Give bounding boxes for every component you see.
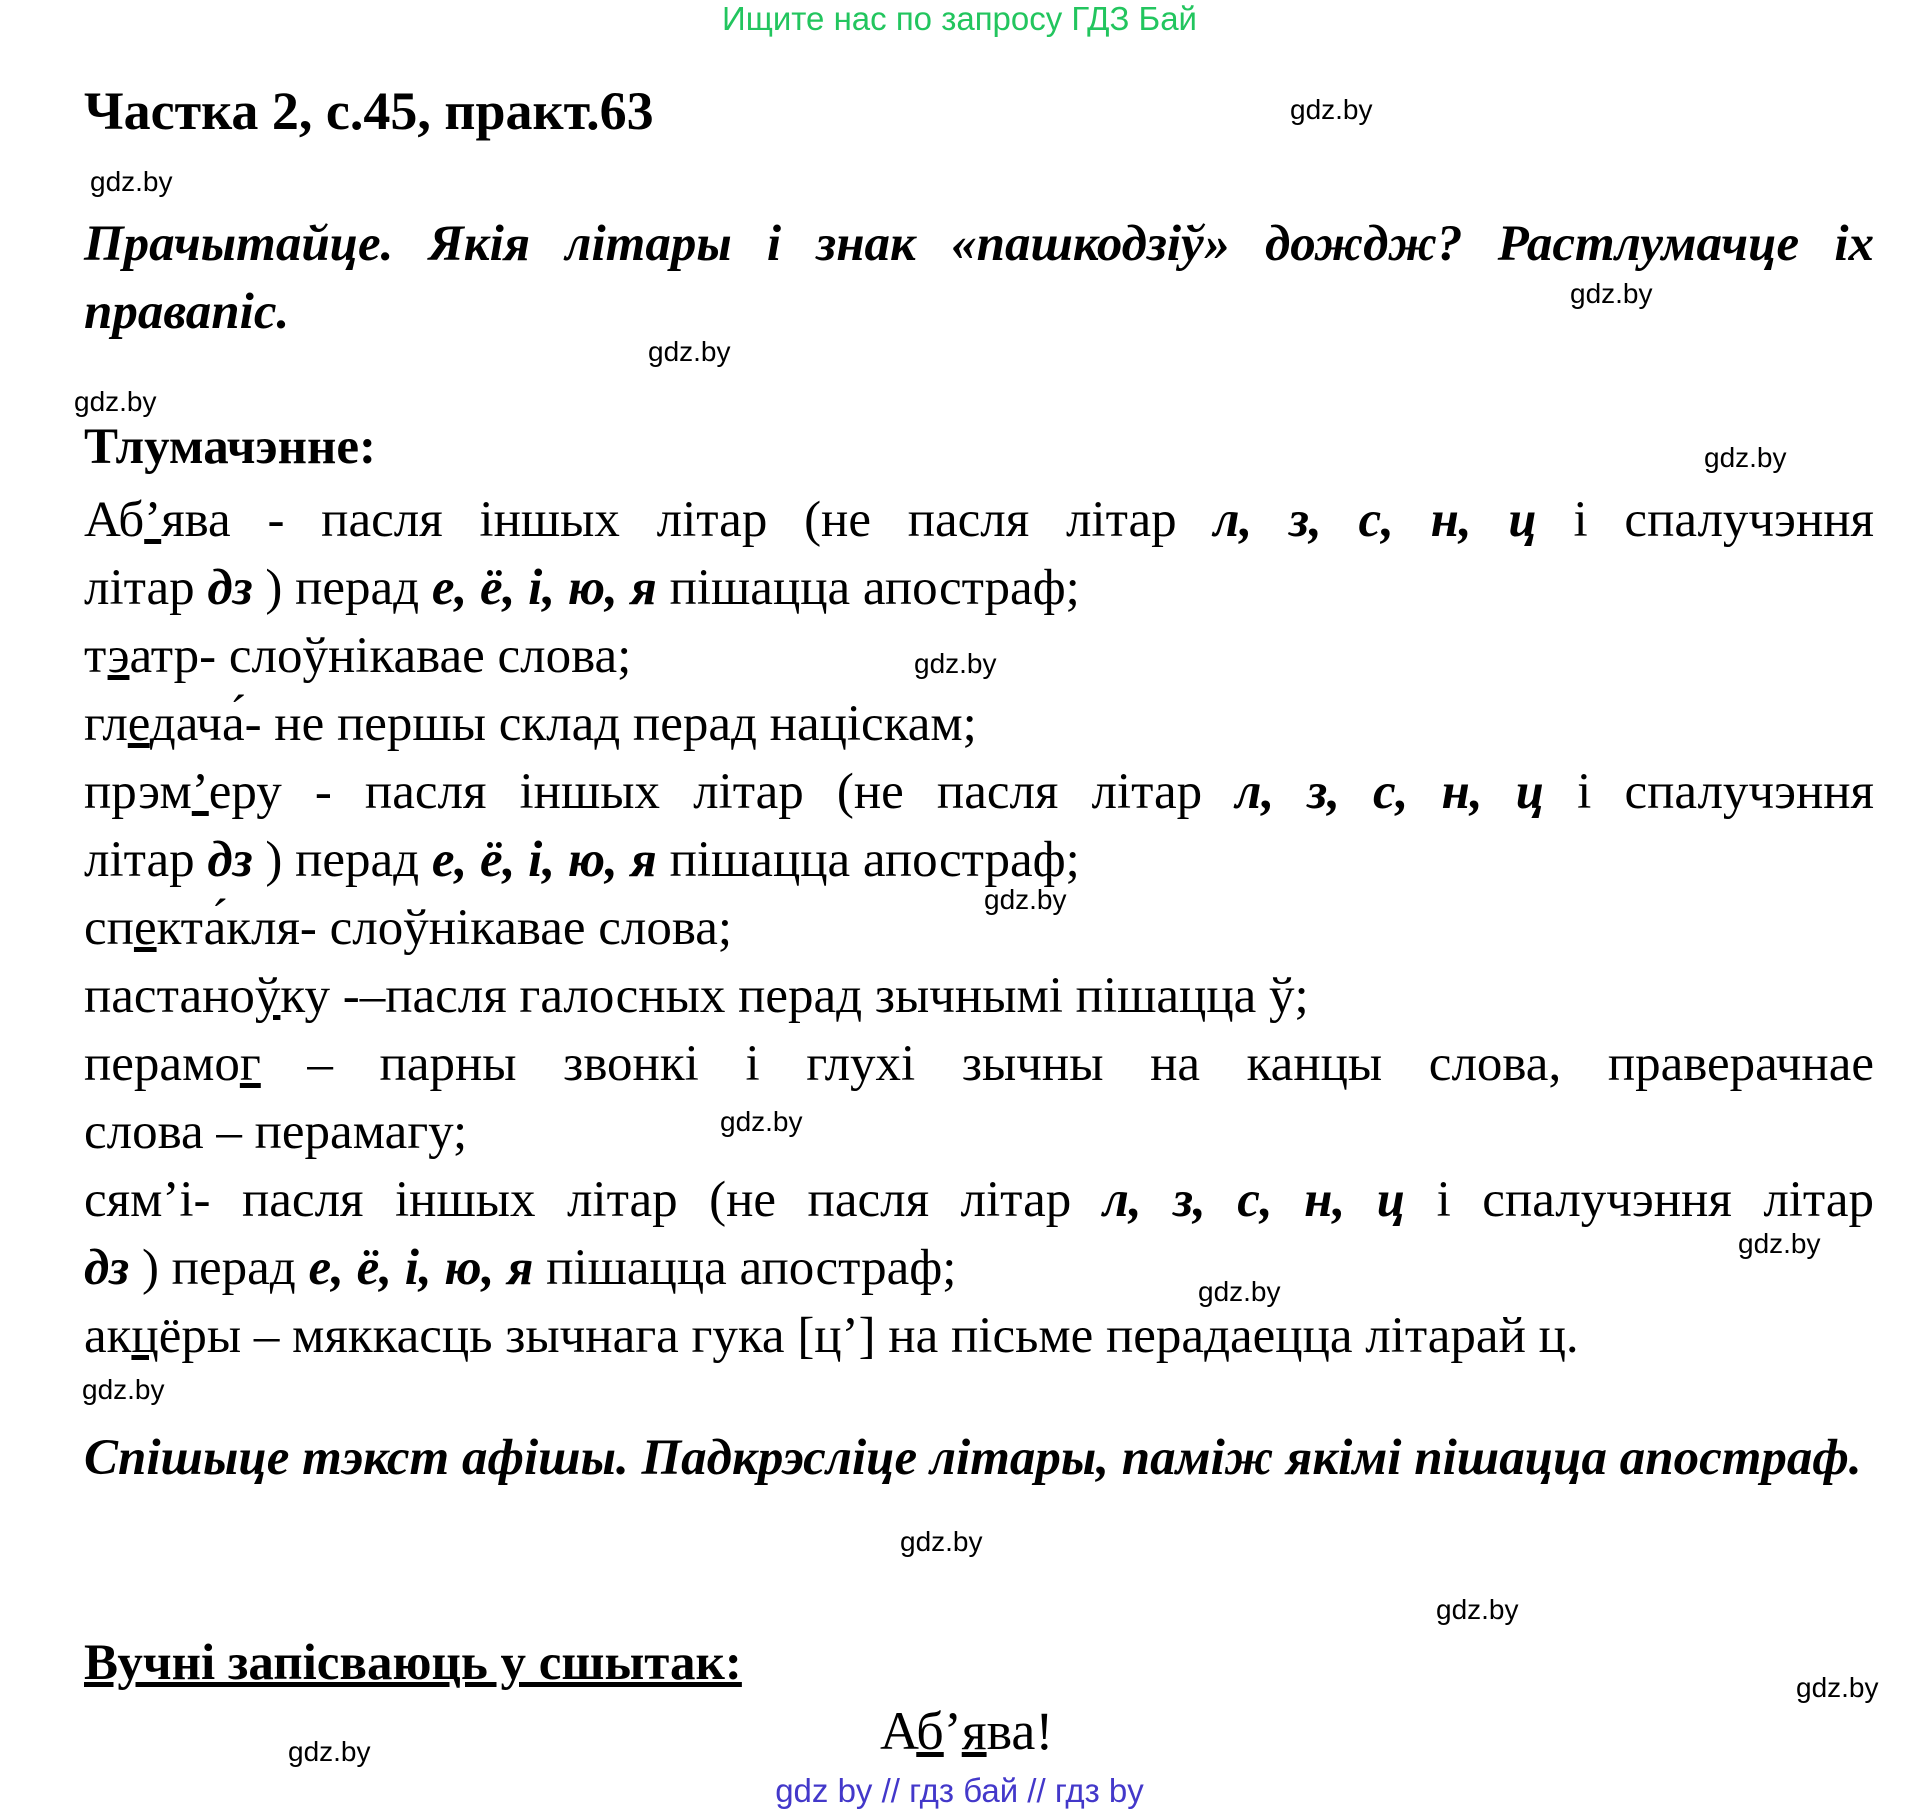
explanation-line: слова – перамагу; bbox=[84, 1104, 468, 1160]
watermark: gdz.by bbox=[1570, 278, 1653, 309]
task-instruction-2: Спішыце тэкст афішы. Падкрэсліце літары, паміж якімі пішацца апостраф. bbox=[84, 1430, 1862, 1486]
watermark: gdz.by bbox=[1290, 94, 1373, 125]
explanation-line: літар дз ) перад е, ё, і, ю, я пішацца апостраф; bbox=[84, 832, 1080, 888]
explanation-line: пастаноўку -–пасля галосных перад зычнымі пішацца ў; bbox=[84, 968, 1309, 1024]
explanation-line: спекта́кля- слоўнікавае слова; bbox=[84, 900, 733, 956]
footer-links[interactable]: gdz by // гдз бай // гдз by bbox=[775, 1772, 1144, 1809]
watermark: gdz.by bbox=[720, 1106, 803, 1137]
explanation-line: літар дз ) перад е, ё, і, ю, я пішацца апостраф; bbox=[84, 560, 1080, 616]
watermark: gdz.by bbox=[1436, 1594, 1519, 1625]
watermark: gdz.by bbox=[288, 1736, 371, 1767]
watermark: gdz.by bbox=[82, 1374, 165, 1405]
explanation-line: сям’і- пасля іншых літар (не пасля літар л, з, с, н, ц і спалучэння літар bbox=[84, 1172, 1874, 1228]
task-instruction-1: Прачытайце. Якія літары і знак «пашкодзіў» дождж? Растлумачце іх правапіс. bbox=[84, 216, 1874, 340]
explanation-line: Аб’ява - пасля іншых літар (не пасля літар л, з, с, н, ц і спалучэння bbox=[84, 492, 1874, 548]
watermark: gdz.by bbox=[1796, 1672, 1879, 1703]
watermark: gdz.by bbox=[1738, 1228, 1821, 1259]
explanation-line: акцёры – мяккасць зычнага гука [ц’] на пісьме перадаецца літарай ц. bbox=[84, 1308, 1579, 1364]
poster-text: Аб’ява! bbox=[880, 1701, 1054, 1761]
watermark: gdz.by bbox=[914, 648, 997, 679]
top-banner[interactable]: Ищите нас по запросу ГДЗ Бай bbox=[722, 0, 1197, 37]
watermark: gdz.by bbox=[1198, 1276, 1281, 1307]
explanation-line: перамог – парны звонкі і глухі зычны на канцы слова, праверачнае bbox=[84, 1036, 1874, 1092]
watermark: gdz.by bbox=[984, 884, 1067, 915]
watermark: gdz.by bbox=[74, 386, 157, 417]
explanation-line: прэм’еру - пасля іншых літар (не пасля літар л, з, с, н, ц і спалучэння bbox=[84, 764, 1875, 820]
explanation-line: тэатр- слоўнікавае слова; bbox=[84, 628, 632, 684]
watermark: gdz.by bbox=[900, 1526, 983, 1557]
explanation-line: гледача́- не першы склад перад націскам; bbox=[84, 696, 977, 752]
explanation-title: Тлумачэнне: bbox=[84, 419, 376, 475]
section-title: Вучні запісваюць у сшытак: bbox=[84, 1635, 742, 1691]
watermark: gdz.by bbox=[1704, 442, 1787, 473]
page-title: Частка 2, с.45, практ.63 bbox=[84, 81, 654, 141]
watermark: gdz.by bbox=[90, 166, 173, 197]
explanation-line: дз ) перад е, ё, і, ю, я пішацца апостраф; bbox=[84, 1240, 957, 1296]
watermark: gdz.by bbox=[648, 336, 731, 367]
